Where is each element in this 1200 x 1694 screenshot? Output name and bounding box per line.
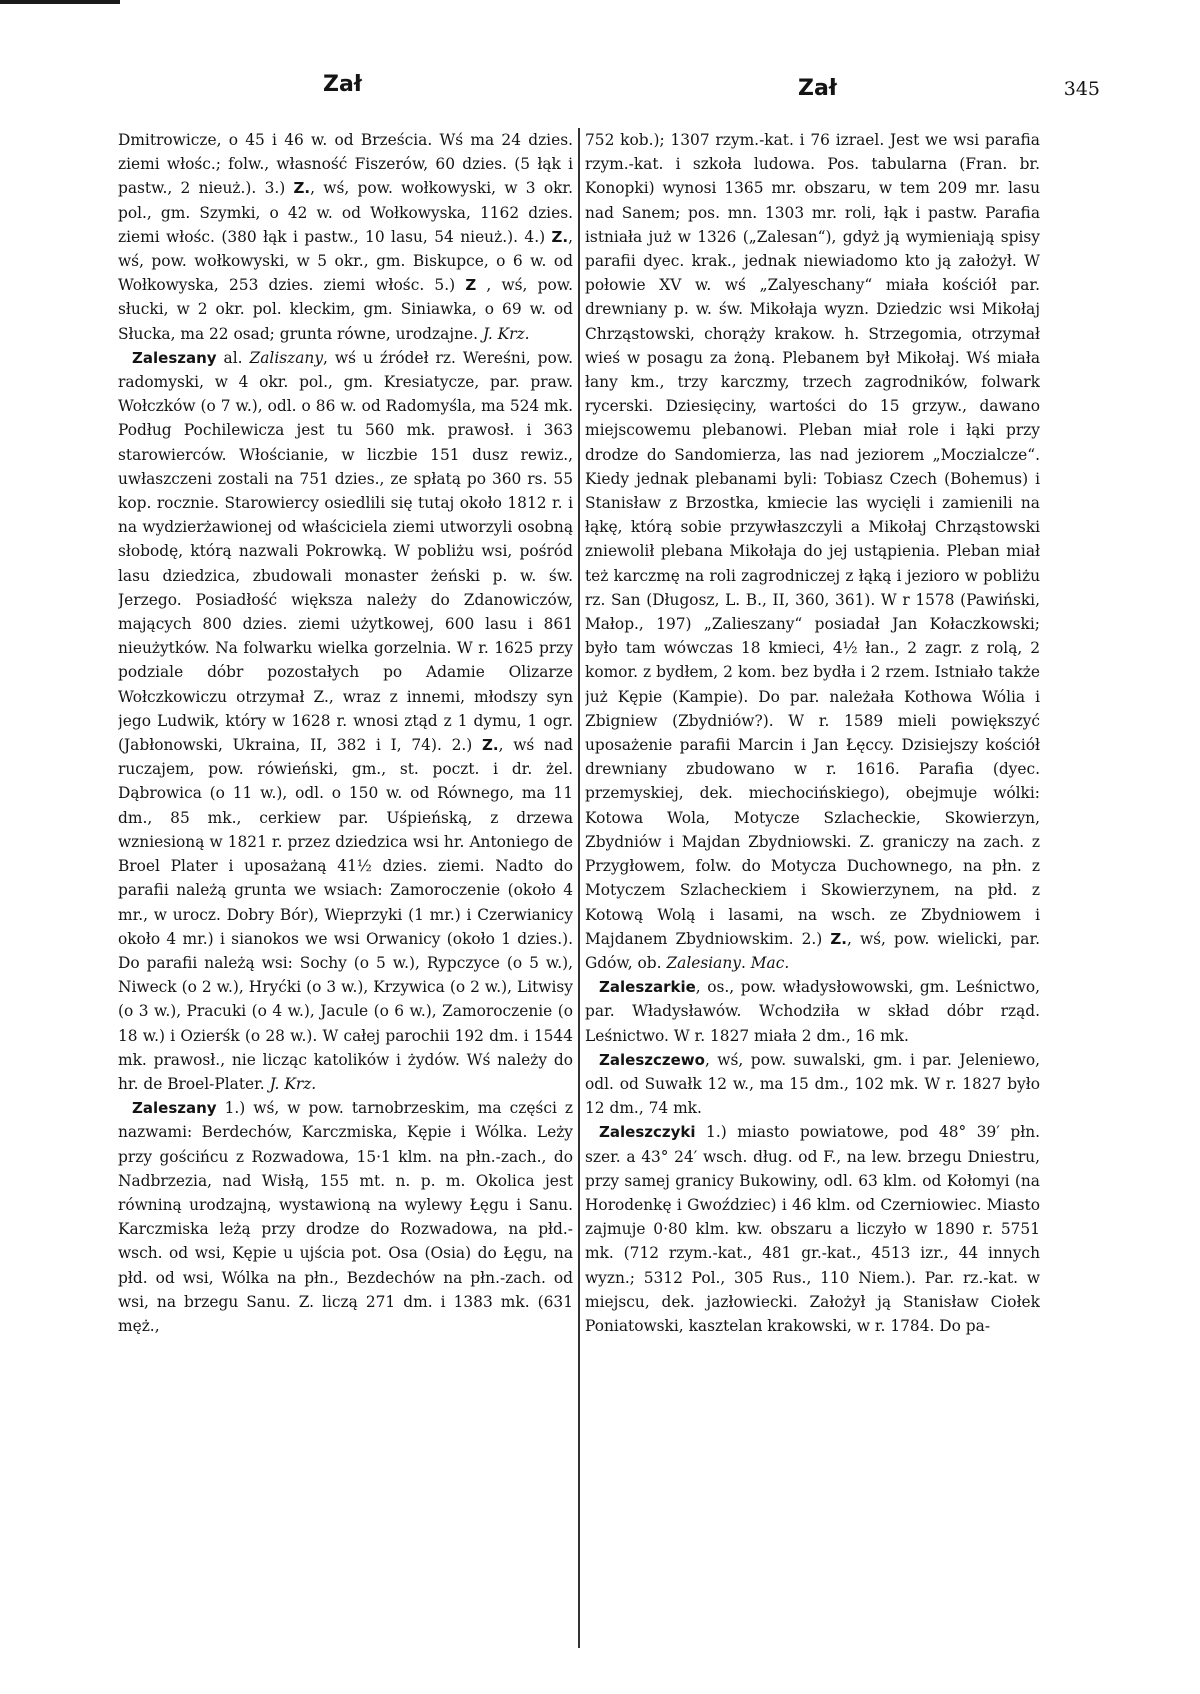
right-column: [585, 128, 1040, 1648]
left-column: [118, 128, 573, 1648]
entry-text: , wś nad ruczajem, pow. rówieński, gm., st. poczt. i dr. żel. Dąbrowica (o 11 w.), odl. o 150 w. od Równego, ma 11 dm., 85 mk., cerkiew par. Uśpieńską, z drzewa wzniesioną w 1821 r. przez dziedzica wsi hr. Antoniego de Broel Plater i uposażaną 41½ dzies. ziemi. Nadto do parafii należą grunta we wsiach: Zamoroczenie (około 4 mr., w urocz. Dobry Bór), Wieprzyki (1 mr.) i Czerwianicy około 4 mr.) i sianokos we wsi Orwanicy (około 1 dzies.). Do parafii należą wsi: Sochy (o 5 w.), Rypczyce (o 5 w.), Niweck (o 2 w.), Hryćki (o 3 w.), Krzywica (o 2 w.), Litwisy (o 3 w.), Pracuki (o 4 w.), Jacule (o 6 w.), Zamoroczenie (o 18 w.) i Ozierśk (o 28 w.). W całej parochii 192 dm. i 1544 mk. prawosł., nie licząc katolików i żydów. Wś należy do hr. de Broel-Plater.: [118, 736, 573, 1093]
entry-text: , wś, pow. wielicki, par. Gdów, ob.: [585, 929, 1040, 972]
headword: Z.: [551, 227, 569, 246]
entry-continuation: [118, 128, 573, 346]
entry-text: 1.) wś, w pow. tarnobrzeskim, ma części z nazwami: Berdechów, Karczmiska, Kępie i Wólka. Leży przy gościńcu z Rozwadowa, 15·1 klm. na płn.-zach., do Nadbrzezia, nad Wisłą, 155 mt. n. p. m. Okolica jest równiną urodzajną, wystawioną na wylewy Łęgu i Sanu. Karczmiska leżą przy drodze do Rozwadowa, na płd.-wsch. od wsi, Kępie u ujścia pot. Osa (Osia) do Łęgu, na płd. od wsi, Wólka na płn., Bezdechów na płn.-zach. od wsi, na brzegu Sanu. Z. liczą 271 dm. i 1383 mk. (631 męż.,: [118, 1099, 573, 1335]
entry-text: , os., pow. władysłowowski, gm. Leśnictwo, par. Władysławów. Wchodziła w skład dóbr rząd. Leśnictwo. W r. 1827 miała 2 dm., 16 mk.: [585, 978, 1040, 1045]
column-divider: [578, 128, 580, 1648]
entry-text: .: [740, 953, 751, 972]
dictionary-entry: [585, 1048, 1040, 1121]
entry-text: , wś u źródeł rz. Wereśni, pow. radomyski, w 4 okr. pol., gm. Kresiatycze, par. praw. Wołczków (o 7 w.), odl. o 86 w. od Radomyśla, ma 524 mk. Podług Pochilewicza jest tu 560 mk. prawosł. i 363 starowierców. Włościanie, w liczbie 151 dusz rewiz., uwłaszczeni zostali na 751 dzies., ze spłatą po 360 rs. 55 kop. rocznie. Starowiercy osiedlili się tutaj około 1812 r. i na wydzierżawionej od właściciela ziemi utworzyli osobną słobodę, którą nazwali Pokrowką. W pobliżu wsi, pośród lasu dziedzica, zbudowali monaster żeński p. w. św. Jerzego. Posiadłość większa należy do Zdanowiczów, mających 800 dzies. ziemi użytkowej, 600 lasu i 861 nieużytków. Na folwarku wielka gorzelnia. W r. 1625 przy podziale dóbr pozostałych po Adamie Olizarze Wołczkowiczu otrzymał Z., wraz z innemi, młodszy syn jego Ludwik, który w 1628 r. wnosi ztąd z 1 dymu, 1 ogr. (Jabłonowski, Ukraina, II, 382 i I, 74). 2.): [118, 348, 573, 755]
headword: Zaleszczewo: [599, 1050, 705, 1069]
dictionary-entry: [585, 975, 1040, 1048]
headword: Z.: [293, 179, 311, 198]
headword: Z.: [830, 929, 847, 948]
variant-name: Zalesiany: [666, 953, 741, 972]
headword: Zaleszany: [132, 1099, 217, 1118]
entry-text: 752 kob.); 1307 rzym.-kat. i 76 izrael. Jest we wsi parafia rzym.-kat. i szkoła ludowa. Pos. tabularna (Fran. br. Konopki) wynosi 1365 mr. obszaru, w tem 209 mr. lasu nad Sanem; pos. mn. 1303 mr. roli, łąk i pastw. Parafia istniała już w 1326 („Zalesan“), gdyż ją wymieniają spisy parafii dyec. krak., jednak niewiadomo kto ją założył. W połowie XV w. wś „Zalyeschany“ miała kościół par. drewniany p. w. św. Mikołaja wyzn. Dziedzic wsi Mikołaj Chrząstowski, chorąży krakow. h. Strzegomia, otrzymał wieś w posagu za żoną. Plebanem był Mikołaj. Wś miała łany km., trzy karczmy, trzech zagrodników, folwark rycerski. Dziesięciny, wartości do 15 grzyw., dawano miejscowemu plebanowi. Pleban miał role i łąki przy drodze do Sandomierza, las nad jeziorem „Moczialcze“. Kiedy jednak plebanami byli: Tobiasz Czech (Bohemus) i Stanisław z Brzostka, kmiecie las wycięli i zamienili na łąkę, którą sobie przywłaszczyli a Mikołaj Chrząstowski zniewolił plebana Mikołaja do jej ustąpienia. Pleban miał też karczmę na roli zagrodniczej z łąką i jezioro w pobliżu rz. San (Długosz, L. B., II, 360, 361). W r 1578 (Pawiński, Małop., 197) „Zalieszany“ posiadał Jan Kołaczkowski; było tam wówczas 18 kmieci, 4½ łan., 2 zagr. z rolą, 2 komor. z bydłem, 2 kom. bez bydła i 2 rzem. Istniało także już Kępie (Kampie). Do par. należała Kothowa Wólia i Zbigniew (Zbydniów?). W r. 1589 mieli powiększyć uposażenie parafii Marcin i Jan Łęccy. Dzisiejszy kościół drewniany zbudowano w r. 1616. Parafia (dyec. przemyskiej, dek. miechocińskiego), obejmuje wólki: Kotowa Wola, Motycze Szlacheckie, Skowierzyn, Zbydniów i Majdan Zbydniowski. Z. graniczy na zach. z Przygłowem, folw. do Motycza Duchownego, na płn. z Motyczem Szlacheckiem i Skowierzynem, na płd. z Kotową Wolą i lasami, na wsch. ze Zbydniowem i Majdanem Zbydniowskim. 2.): [585, 131, 1040, 948]
dictionary-entry: [118, 346, 573, 1096]
variant-name: Zaliszany: [249, 348, 324, 367]
dictionary-entry: [585, 1120, 1040, 1338]
entry-text: , wś, pow. wołkowyski, w 3 okr. pol., gm. Szymki, o 42 w. od Wołkowyska, 1162 dzies. ziemi włośc. (380 łąk i pastw., 10 lasu, 54 nieuż.). 4.): [118, 179, 573, 246]
headword: Zaleszarkie: [599, 978, 696, 997]
running-head-left: Zał: [323, 72, 362, 97]
text-columns: [118, 128, 1068, 1648]
entry-text: , wś, pow. suwalski, gm. i par. Jeleniewo, odl. od Suwałk 12 w., ma 15 dm., 102 mk. W r. 1827 było 12 dm., 74 mk.: [585, 1050, 1040, 1118]
entry-text: Dmitrowicze, o 45 i 46 w. od Brześcia. Wś ma 24 dzies. ziemi włośc.; folw., własność Fiszerów, 60 dzies. (5 łąk i pastw., 2 nieuż.). 3.): [118, 131, 573, 198]
entry-text: al.: [216, 348, 250, 367]
entry-text: , wś, pow. słucki, w 2 okr. pol. kleckim, gm. Siniawka, o 69 w. od Słucka, ma 22 osad; grunta równe, urodzajne.: [118, 276, 573, 343]
page-number: 345: [1063, 78, 1100, 100]
headword: Zaleszczyki: [599, 1123, 696, 1142]
dictionary-entry: [118, 1096, 573, 1338]
entry-text: 1.) miasto powiatowe, pod 48° 39′ płn. szer. a 43° 24′ wsch. dług. od F., na lew. brzegu Dniestru, przy samej granicy Bukowiny, odl. 63 klm. od Kołomyi (na Horodenkę i Gwoździec) i 46 klm. od Czerniowiec. Miasto zajmuje 0·80 klm. kw. obszaru a liczyło w 1890 r. 5751 mk. (712 rzym.-kat., 481 gr.-kat., 4513 izr., 44 innych wyzn.; 5312 Pol., 305 Rus., 110 Niem.). Par. rz.-kat. w miejscu, dek. jazłowiecki. Założył ją Stanisław Ciołek Poniatowski, kasztelan krakowski, w r. 1784. Do pa-: [585, 1123, 1040, 1335]
headword: Zaleszany: [132, 348, 217, 367]
entry-text: , wś, pow. wołkowyski, w 5 okr., gm. Biskupce, o 6 w. od Wołkowyska, 253 dzies. ziemi włośc. 5.): [118, 227, 573, 295]
author-signature: Mac.: [750, 953, 790, 972]
entry-continuation: [585, 128, 1040, 975]
page-header: [118, 72, 1100, 112]
headword: Z: [465, 276, 477, 295]
scan-edge-mark: [0, 0, 120, 4]
author-signature: J. Krz.: [482, 324, 530, 343]
running-head-right: Zał: [798, 76, 837, 101]
headword: Z.: [482, 736, 499, 755]
author-signature: J. Krz.: [269, 1074, 317, 1093]
